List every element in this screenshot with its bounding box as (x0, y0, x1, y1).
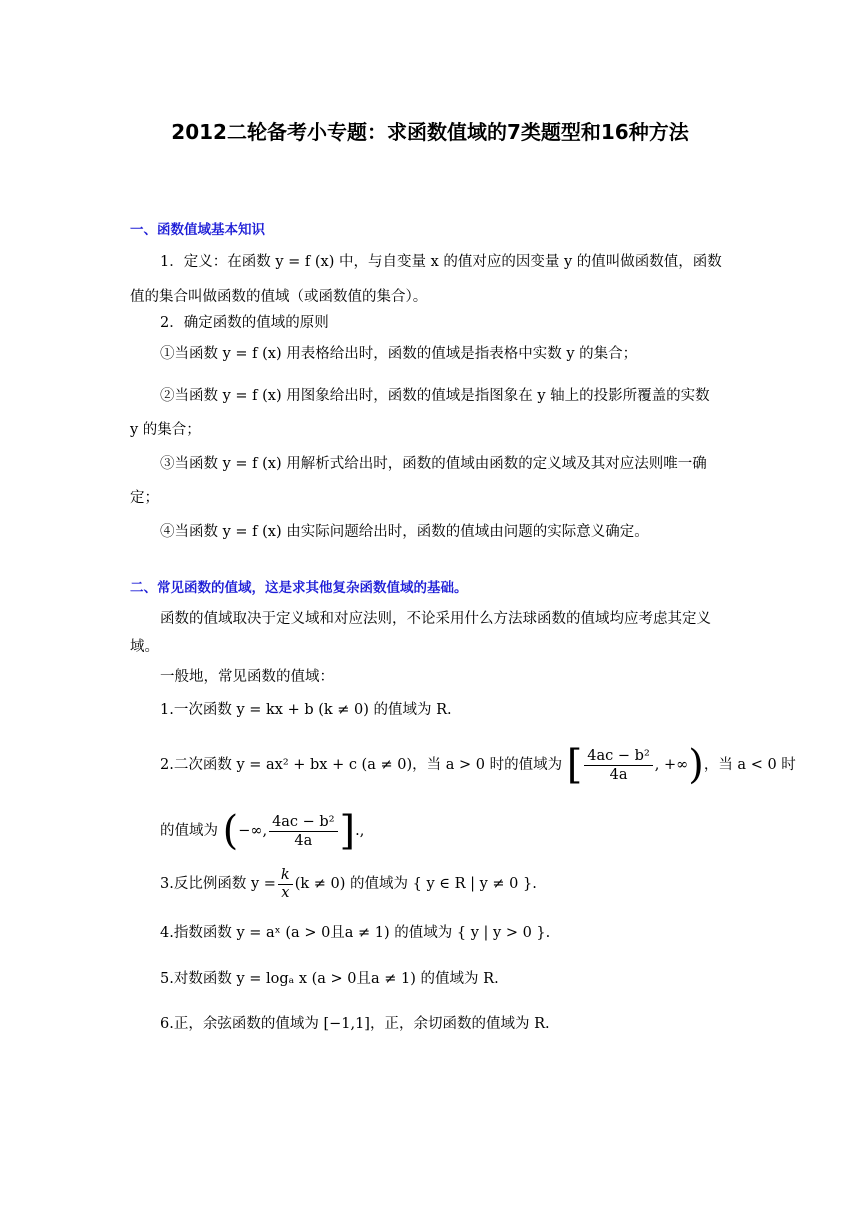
principle-heading: 2．确定函数的值域的原则 (160, 315, 329, 331)
fraction-numerator: 4ac − b² (584, 747, 652, 766)
item-quadratic-cont-pre: 的值域为 (160, 823, 218, 839)
item-quadratic-post: ，当 a < 0 时 (703, 757, 796, 773)
item-trig: 6.正，余弦函数的值域为 [−1,1]，正，余切函数的值域为 R. (160, 1016, 550, 1032)
item-linear: 1.一次函数 y = kx + b (k ≠ 0) 的值域为 R. (160, 702, 452, 718)
general-line: 一般地，常见函数的值域： (160, 669, 334, 685)
item-quadratic-cont: 的值域为 (−∞, $\frac{\text{4ac − b²}}{4a}$ ]., (160, 808, 365, 854)
quadratic-fraction-2 (269, 813, 337, 850)
intro-line-2: 域。 (130, 639, 159, 655)
section1-heading: 一、函数值域基本知识 (130, 222, 265, 238)
principle-1: ①当函数 y = f (x) 用表格给出时，函数的值域是指表格中实数 y 的集合； (160, 346, 638, 362)
principle-2-line-2: y 的集合； (130, 422, 201, 438)
fraction-numerator-2: 4ac − b² (269, 813, 337, 832)
definition-line-2: 值的集合叫做函数的值域（或函数值的集合）。 (130, 289, 428, 305)
reciprocal-numerator: k (278, 867, 293, 885)
section2-heading: 二、常见函数的值域，这是求其他复杂函数值域的基础。 (130, 580, 468, 596)
item-quadratic: 2.二次函数 y = ax² + bx + c (a ≠ 0)，当 a > 0 时的值域为 [ $\frac{\text{4ac − b²}}{4a}$ , +∞)，当 a < 0 时 (160, 742, 796, 788)
fraction-denominator: 4a (609, 766, 628, 783)
interval-lower: −∞, (238, 823, 268, 839)
principle-2-line-1: ②当函数 y = f (x) 用图象给出时，函数的值域是指图象在 y 轴上的投影所覆盖的实数 (160, 388, 710, 404)
definition-line-1: 1．定义：在函数 y = f (x) 中，与自变量 x 的值对应的因变量 y 的值叫做函数值，函数 (160, 254, 722, 270)
page-title: 2012二轮备考小专题：求函数值域的7类题型和16种方法 (171, 120, 689, 144)
item-reciprocal-post: (k ≠ 0) 的值域为 { y ∈ R | y ≠ 0 }. (294, 876, 537, 892)
item-logarithm: 5.对数函数 y = logₐ x (a > 0且a ≠ 1) 的值域为 R. (160, 971, 499, 987)
principle-3-line-2: 定； (130, 490, 159, 506)
principle-3-line-1: ③当函数 y = f (x) 用解析式给出时，函数的值域由函数的定义域及其对应法则唯一确 (160, 456, 707, 472)
reciprocal-denominator: x (281, 884, 290, 901)
fraction-denominator-2: 4a (294, 832, 313, 849)
interval-upper: , +∞ (654, 757, 689, 773)
item-reciprocal-pre: 3.反比例函数 y = (160, 876, 276, 892)
item-quadratic-cont-post: ., (355, 823, 365, 839)
item-reciprocal (160, 864, 730, 904)
reciprocal-fraction (278, 867, 293, 902)
item-exponential: 4.指数函数 y = aˣ (a > 0且a ≠ 1) 的值域为 { y | y > 0 }. (160, 925, 551, 941)
item-quadratic-pre: 2.二次函数 y = ax² + bx + c (a ≠ 0)，当 a > 0 时的值域为 (160, 757, 563, 773)
principle-4: ④当函数 y = f (x) 由实际问题给出时，函数的值域由问题的实际意义确定。 (160, 524, 649, 540)
intro-line-1: 函数的值域取决于定义域和对应法则，不论采用什么方法球函数的值域均应考虑其定义 (160, 611, 711, 627)
quadratic-fraction (584, 747, 652, 784)
